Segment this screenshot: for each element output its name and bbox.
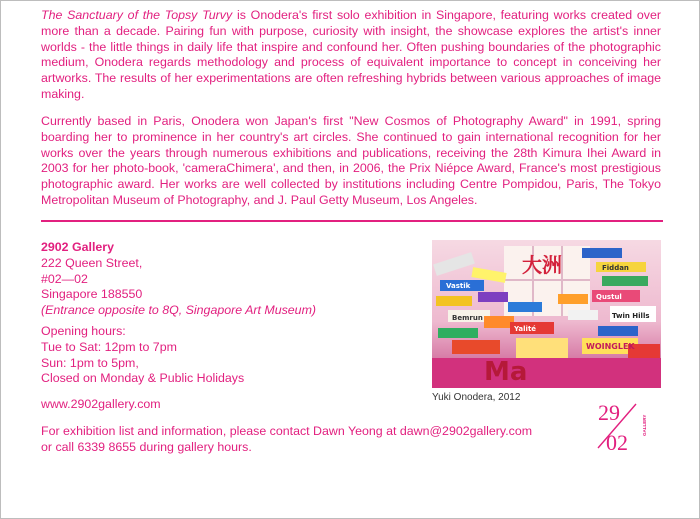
intro-paragraph-1-text: is Onodera's first solo exhibition in Singapore, featuring works created over more than a decade. Pairing fun with purpose, curiosity with insight, the showcase explores the artist's inner worlds - the little things in daily life that inspire and confound her. Often pushing boundaries of the photographic medium, Onodera regards methodology and process of equivalent importance to concept in conceiving her artworks. The results of her experimentations are often refreshing hybrids between various approaches of image making.	[41, 8, 661, 101]
contact-text: For exhibition list and information, please contact Dawn Yeong at	[41, 424, 400, 438]
hours-line-2: Sun: 1pm to 5pm,	[41, 355, 139, 370]
sign-text-fiddan: Fiddan	[602, 264, 629, 272]
sign-text-vastik: Vastik	[446, 282, 471, 290]
sign-text-qustul: Qustul	[596, 293, 622, 301]
floor-sign-letters: Ma	[484, 357, 528, 387]
logo-word: GALLERY	[642, 414, 647, 436]
sign-text-twin-hills: Twin Hills	[612, 312, 650, 320]
sign-text-kanji: 大洲	[522, 253, 562, 277]
address-block	[41, 240, 401, 319]
website-link[interactable]: www.2902gallery.com	[41, 397, 161, 411]
website-block	[41, 397, 401, 413]
address-note: (Entrance opposite to 8Q, Singapore Art Museum)	[41, 303, 317, 318]
artwork-photo	[432, 240, 661, 388]
sign-text-woinglek: WOINGLEK	[586, 342, 635, 351]
sign-text-bemrun: Bemrun	[452, 314, 483, 322]
logo-top-number: 29	[598, 400, 620, 425]
intro-paragraph-1	[41, 8, 661, 103]
hours-heading: Opening hours:	[41, 324, 126, 338]
address-line-2: #02—02	[41, 271, 88, 286]
contact-phone-line: or call 6339 8655 during gallery hours.	[41, 439, 252, 454]
section-divider	[41, 220, 663, 222]
exhibition-title: The Sanctuary of the Topsy Turvy	[41, 8, 233, 22]
opening-hours-block	[41, 324, 401, 387]
gallery-name: 2902 Gallery	[41, 240, 115, 254]
logo-bottom-number: 02	[606, 430, 628, 454]
intro-paragraph-2: Currently based in Paris, Onodera won Japan's first "New Cosmos of Photography Award" in 1991, spring boarding her to prominence in her country's art circles. She continued to gain international recognition for her works over the years through numerous exhibitions and publications, receiving the 28th Kimura Ihei Award in 2003 for her photo-book, 'cameraChimera', and then, in 2006, the Prix Niépce Award, France's most prestigious photographic award. Her works are well collected by institutions including Centre Pompidou, Paris, The Tokyo Metropolitan Museum of Photography, and J. Paul Getty Museum, Los Angeles.	[41, 114, 661, 207]
photo-caption: Yuki Onodera, 2012	[432, 392, 521, 403]
hours-line-3: Closed on Monday & Public Holidays	[41, 371, 245, 386]
address-line-3: Singapore 188550	[41, 287, 143, 302]
gallery-logo	[592, 398, 652, 454]
address-line-1: 222 Queen Street,	[41, 255, 143, 270]
sign-text-yalite: Yalité	[514, 325, 537, 333]
hours-line-1: Tue to Sat: 12pm to 7pm	[41, 339, 177, 354]
contact-block	[41, 424, 541, 456]
contact-email-link[interactable]: dawn@2902gallery.com	[399, 424, 533, 438]
